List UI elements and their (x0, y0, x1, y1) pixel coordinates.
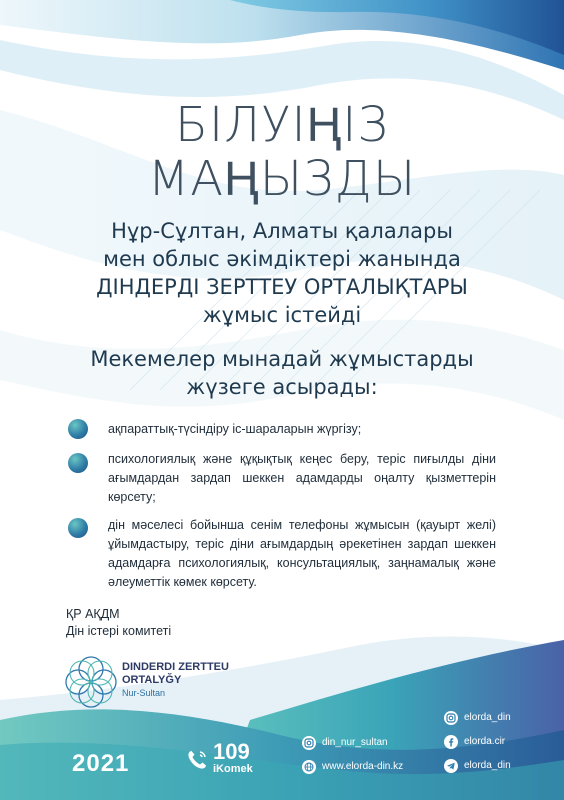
logo-line-3: Nur-Sultan (122, 688, 166, 698)
signature-line-2: Дін істері комитеті (66, 624, 172, 638)
hotline-number: 109 (213, 739, 250, 764)
subtitle (30, 217, 534, 329)
ornament-logo-icon (62, 653, 120, 711)
title-line-2: МАҢЫЗДЫ (147, 151, 417, 207)
bullet-dot-icon (68, 518, 88, 538)
facebook-handle: elorda.cir (464, 736, 506, 747)
telegram-handle: elorda_din (464, 760, 511, 771)
logo-text (122, 661, 229, 699)
phone-icon (185, 748, 209, 772)
subtitle-line: Нұр-Сұлтан, Алматы қалалары (111, 219, 453, 243)
bullet-text: психологиялық және құқықтық кеңес беру, теріс пиғылды діни ағымдардан зардап шеккен адамдарды оңалту қызметтерін көрсету; (108, 452, 496, 504)
subtitle-line: жұмыс істейді (202, 303, 362, 327)
intro-line: жүзеге асырады: (186, 375, 378, 399)
bullet-text: дін мәселесі бойынша сенім телефоны жұмысын (қауырт желі) ұйымдастыру, теріс діни ағымдардың әрекетінен зардап шеккен адамдарға психологиялық, консультациялық, заңнамалық және әлеуметтік көмек көрсету. (108, 518, 496, 589)
title-line-1: БІЛУІҢІЗ (175, 97, 389, 153)
instagram-handle: elorda_din (464, 712, 511, 723)
instagram-link-left[interactable] (302, 735, 388, 751)
center-logo (62, 653, 262, 713)
signature-line-1: ҚР АҚДМ (66, 607, 120, 621)
instagram-handle: din_nur_sultan (322, 737, 388, 748)
telegram-icon (444, 759, 458, 773)
year-label: 2021 (72, 750, 130, 777)
intro-heading (30, 345, 534, 401)
bullet-text: ақпараттық-түсіндіру іс-шараларын жүргізу; (108, 422, 362, 436)
instagram-link-right[interactable] (444, 710, 511, 726)
intro-line: Мекемелер мынадай жұмыстарды (90, 347, 474, 371)
instagram-icon (444, 711, 458, 725)
bullet-dot-icon (68, 419, 88, 439)
globe-icon (302, 760, 316, 774)
facebook-icon (444, 735, 458, 749)
hotline (185, 739, 265, 778)
logo-line-2: ORTALYĞY (122, 674, 182, 686)
website-link[interactable] (302, 759, 403, 775)
subtitle-line: ДІНДЕРДІ ЗЕРТТЕУ ОРТАЛЫҚТАРЫ (96, 275, 468, 299)
hotline-label: iKomek (213, 763, 253, 775)
signature (66, 606, 171, 640)
logo-line-1: DINDERDI ZERTTEU (122, 661, 229, 673)
bullet-dot-icon (68, 453, 88, 473)
website-url: www.elorda-din.kz (322, 761, 404, 772)
subtitle-line: мен облыс әкімдіктері жанында (103, 247, 461, 271)
instagram-icon (302, 736, 316, 750)
facebook-link[interactable] (444, 734, 505, 750)
telegram-link[interactable] (444, 758, 511, 774)
